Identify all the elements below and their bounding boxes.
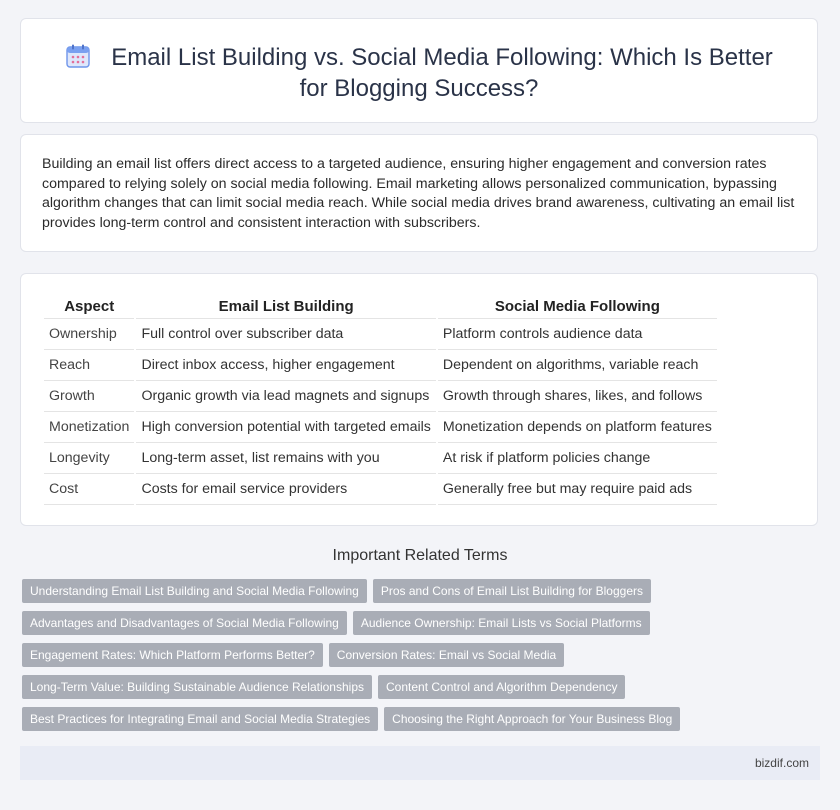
- table-cell: Full control over subscriber data: [136, 319, 435, 350]
- intro-paragraph: Building an email list offers direct access to a targeted audience, ensuring higher engagement and conversion rates compared to relying solely on social media following. Email marketing allows personalized communication, bypassing algorithm changes that can limit social media reach. While social media drives brand awareness, cultivating an email list provides long-term control and consistent interaction with subscribers.: [42, 156, 795, 231]
- table-cell: Organic growth via lead magnets and signups: [136, 381, 435, 412]
- table-cell: High conversion potential with targeted emails: [136, 412, 435, 443]
- table-cell: Growth through shares, likes, and follows: [438, 381, 717, 412]
- related-terms-list: [22, 579, 822, 739]
- title-wrap: [21, 43, 817, 103]
- table-cell: Ownership: [44, 319, 134, 350]
- related-term-link[interactable]: Conversion Rates: Email vs Social Media: [329, 643, 564, 667]
- footer: [20, 746, 820, 780]
- related-term-link[interactable]: Engagement Rates: Which Platform Performs Better?: [22, 643, 323, 667]
- table-cell: Growth: [44, 381, 134, 412]
- tag-row: [22, 707, 822, 739]
- comparison-table: [42, 296, 719, 505]
- table-cell: Direct inbox access, higher engagement: [136, 350, 435, 381]
- table-cell: Platform controls audience data: [438, 319, 717, 350]
- footer-site-link[interactable]: bizdif.com: [754, 756, 809, 770]
- table-row: [44, 474, 717, 505]
- related-term-link[interactable]: Choosing the Right Approach for Your Business Blog: [384, 707, 680, 731]
- table-cell: Generally free but may require paid ads: [438, 474, 717, 505]
- table-row: [44, 412, 717, 443]
- title-card: [20, 18, 818, 123]
- page-title: Email List Building vs. Social Media Following: Which Is Better for Blogging Success?: [111, 44, 773, 102]
- table-row: [44, 319, 717, 350]
- tag-row: [22, 675, 822, 707]
- intro-card: [20, 134, 818, 252]
- calendar-icon: [65, 43, 91, 74]
- related-term-link[interactable]: Pros and Cons of Email List Building for Bloggers: [373, 579, 651, 603]
- tag-row: [22, 643, 822, 675]
- related-term-link[interactable]: Audience Ownership: Email Lists vs Social Platforms: [353, 611, 650, 635]
- table-cell: Monetization depends on platform features: [438, 412, 717, 443]
- related-term-link[interactable]: Content Control and Algorithm Dependency: [378, 675, 625, 699]
- table-cell: Monetization: [44, 412, 134, 443]
- table-cell: Dependent on algorithms, variable reach: [438, 350, 717, 381]
- table-cell: Long-term asset, list remains with you: [136, 443, 435, 474]
- header-aspect: Aspect: [44, 296, 134, 319]
- tag-row: [22, 611, 822, 643]
- related-term-link[interactable]: Long-Term Value: Building Sustainable Audience Relationships: [22, 675, 372, 699]
- header-social: Social Media Following: [438, 296, 717, 319]
- table-row: [44, 350, 717, 381]
- table-cell: Costs for email service providers: [136, 474, 435, 505]
- table-cell: Longevity: [44, 443, 134, 474]
- related-terms-heading: Important Related Terms: [332, 547, 508, 564]
- table-cell: Cost: [44, 474, 134, 505]
- comparison-card: [20, 273, 818, 526]
- table-row: [44, 381, 717, 412]
- tag-row: [22, 579, 822, 611]
- related-term-link[interactable]: Understanding Email List Building and Social Media Following: [22, 579, 367, 603]
- header-email: Email List Building: [136, 296, 435, 319]
- table-cell: At risk if platform policies change: [438, 443, 717, 474]
- related-term-link[interactable]: Best Practices for Integrating Email and Social Media Strategies: [22, 707, 378, 731]
- related-term-link[interactable]: Advantages and Disadvantages of Social Media Following: [22, 611, 347, 635]
- table-header-row: [44, 296, 717, 319]
- table-row: [44, 443, 717, 474]
- table-cell: Reach: [44, 350, 134, 381]
